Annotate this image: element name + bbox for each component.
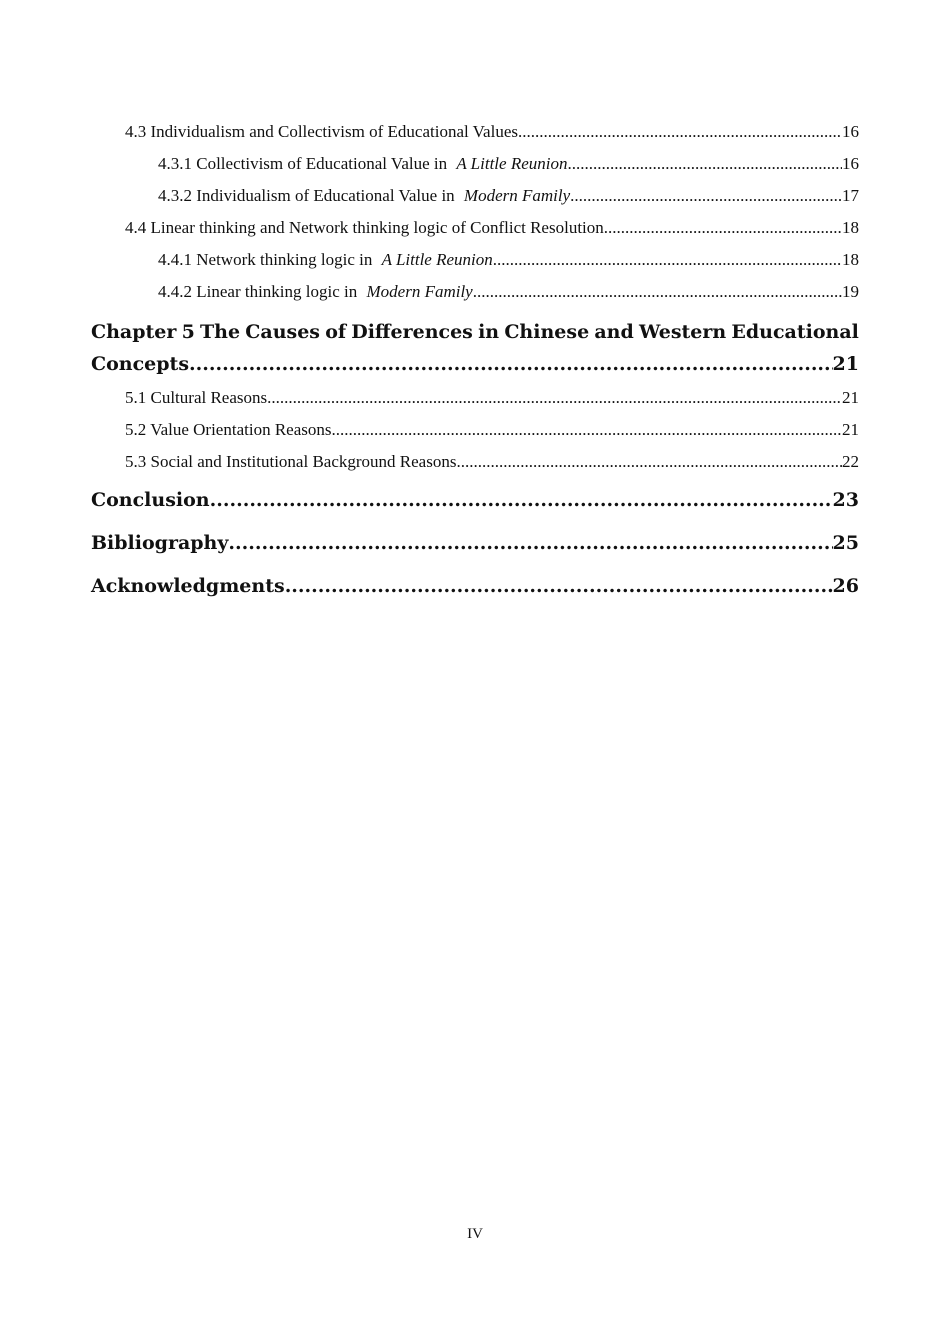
toc-entry-4-4[interactable] [91, 212, 859, 244]
chapter-title-word: in [478, 321, 500, 343]
table-of-contents [91, 116, 859, 607]
dot-leader [210, 480, 833, 521]
page-number-footer: IV [467, 1226, 483, 1242]
dot-leader [267, 382, 842, 414]
chapter-title-word: Chapter [91, 321, 177, 343]
toc-entry-4-3-2[interactable] [91, 180, 859, 212]
chapter-title-line-1 [91, 316, 859, 348]
toc-entry-label: Acknowledgments [91, 575, 285, 597]
chapter-title-word: and [594, 321, 634, 343]
toc-entry-5-2[interactable] [91, 414, 859, 446]
toc-entry-prefix: 4.4.1 Network thinking logic in [158, 250, 373, 269]
toc-page-number: 18 [842, 250, 859, 269]
toc-entry-work-title: Modern Family [366, 282, 473, 301]
dot-leader [285, 566, 833, 607]
toc-entry-acknowledgments[interactable] [91, 566, 859, 607]
dot-leader [473, 276, 842, 308]
toc-page-number: 18 [842, 218, 859, 237]
toc-entry-label: Concepts [91, 353, 190, 375]
toc-page-number: 16 [842, 122, 859, 141]
toc-page-number: 21 [842, 388, 859, 407]
toc-entry-label: Conclusion [91, 489, 210, 511]
chapter-title-word: Causes [245, 321, 320, 343]
toc-page-number: 21 [842, 420, 859, 439]
dot-leader [456, 446, 842, 478]
chapter-title-word: Western [638, 321, 727, 343]
toc-page-number: 21 [832, 353, 859, 375]
dot-leader [189, 348, 833, 380]
dot-leader [331, 414, 842, 446]
toc-entry-work-title: A Little Reunion [456, 154, 568, 173]
toc-entry-bibliography[interactable] [91, 523, 859, 564]
toc-entry-4-3-1[interactable] [91, 148, 859, 180]
toc-entry-label: Bibliography [91, 532, 229, 554]
toc-page-number: 16 [842, 154, 859, 173]
dot-leader [493, 244, 842, 276]
toc-page-number: 23 [832, 489, 859, 511]
toc-entry-label [158, 244, 493, 276]
toc-entry-work-title: A Little Reunion [381, 250, 493, 269]
toc-entry-label: 5.1 Cultural Reasons [125, 388, 268, 407]
chapter-title-word: 5 [181, 321, 195, 343]
chapter-title-word: Educational [731, 321, 859, 343]
chapter-title-line-2 [91, 348, 859, 380]
toc-entry-conclusion[interactable] [91, 480, 859, 521]
toc-entry-work-title: Modern Family [463, 186, 571, 205]
dot-leader [228, 523, 832, 564]
dot-leader [570, 180, 842, 212]
toc-page-number: 26 [832, 575, 859, 597]
chapter-title-word: The [200, 321, 241, 343]
dot-leader [604, 212, 842, 244]
chapter-title-word: of [325, 321, 347, 343]
toc-page-number: 17 [842, 186, 859, 205]
toc-entry-label: 4.3 Individualism and Collectivism of Educational Values [125, 122, 518, 141]
toc-entry-label: 5.3 Social and Institutional Background Reasons [125, 452, 457, 471]
toc-entry-chapter-5[interactable] [91, 316, 859, 380]
toc-entry-label [158, 148, 567, 180]
toc-page-number: 22 [842, 452, 859, 471]
toc-entry-label: 4.4 Linear thinking and Network thinking logic of Conflict Resolution [125, 218, 604, 237]
toc-entry-label [158, 180, 570, 212]
chapter-title-word: Chinese [504, 321, 590, 343]
chapter-title-word: Differences [351, 321, 473, 343]
toc-entry-prefix: 4.3.2 Individualism of Educational Value in [158, 186, 455, 205]
toc-entry-5-3[interactable] [91, 446, 859, 478]
toc-entry-prefix: 4.4.2 Linear thinking logic in [158, 282, 358, 301]
toc-entry-label: 5.2 Value Orientation Reasons [125, 420, 332, 439]
toc-entry-4-3[interactable] [91, 116, 859, 148]
toc-page-number: 19 [842, 282, 859, 301]
toc-entry-label [158, 276, 473, 308]
dot-leader [518, 116, 842, 148]
dot-leader [567, 148, 842, 180]
toc-page-number: 25 [832, 532, 859, 554]
toc-entry-4-4-1[interactable] [91, 244, 859, 276]
toc-entry-4-4-2[interactable] [91, 276, 859, 308]
toc-entry-5-1[interactable] [91, 382, 859, 414]
toc-entry-prefix: 4.3.1 Collectivism of Educational Value in [158, 154, 448, 173]
